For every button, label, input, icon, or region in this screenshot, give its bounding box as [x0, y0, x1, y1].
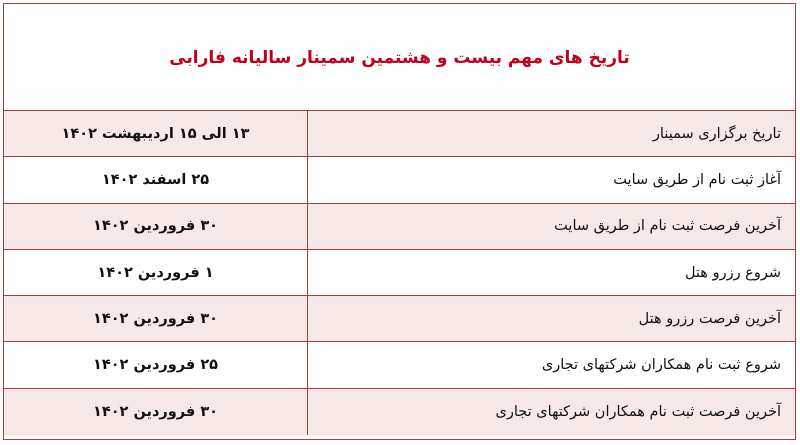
row-date: ۲۵ فروردین ۱۴۰۲	[93, 357, 219, 374]
row-date: ۳۰ فروردین ۱۴۰۲	[4, 204, 307, 249]
table-row	[4, 250, 795, 296]
row-date: ۳۰ فروردین ۱۴۰۲	[4, 296, 307, 341]
row-label: آغاز ثبت نام از طریق سایت	[307, 157, 795, 202]
row-label: آخرین فرصت ثبت نام همکاران شرکتهای تجاری	[307, 389, 795, 435]
dates-table	[3, 3, 796, 440]
table-row	[4, 204, 795, 250]
row-label: آخرین فرصت رزرو هتل	[307, 296, 795, 341]
row-date: ۱۳ الی ۱۵ اردیبهشت ۱۴۰۲	[4, 111, 307, 156]
row-date: ۱ فروردین ۱۴۰۲	[97, 264, 214, 281]
row-date: ۳۰ فروردین ۱۴۰۲	[4, 389, 307, 435]
table-row	[4, 296, 795, 342]
table-row	[4, 389, 795, 435]
row-date: ۲۵ اسفند ۱۴۰۲	[101, 171, 210, 188]
table-row	[4, 111, 795, 157]
table-title: تاریخ های مهم بیست و هشتمین سمینار سالیانه فارابی	[169, 48, 630, 68]
row-label: آخرین فرصت ثبت نام از طریق سایت	[307, 204, 795, 249]
table-row	[4, 342, 795, 388]
table-body	[4, 111, 795, 435]
table-row	[4, 157, 795, 203]
row-label: شروع ثبت نام همکاران شرکتهای تجاری	[307, 342, 795, 387]
table-header	[4, 4, 795, 111]
row-label: شروع رزرو هتل	[307, 250, 795, 295]
row-label: تاریخ برگزاری سمینار	[307, 111, 795, 156]
